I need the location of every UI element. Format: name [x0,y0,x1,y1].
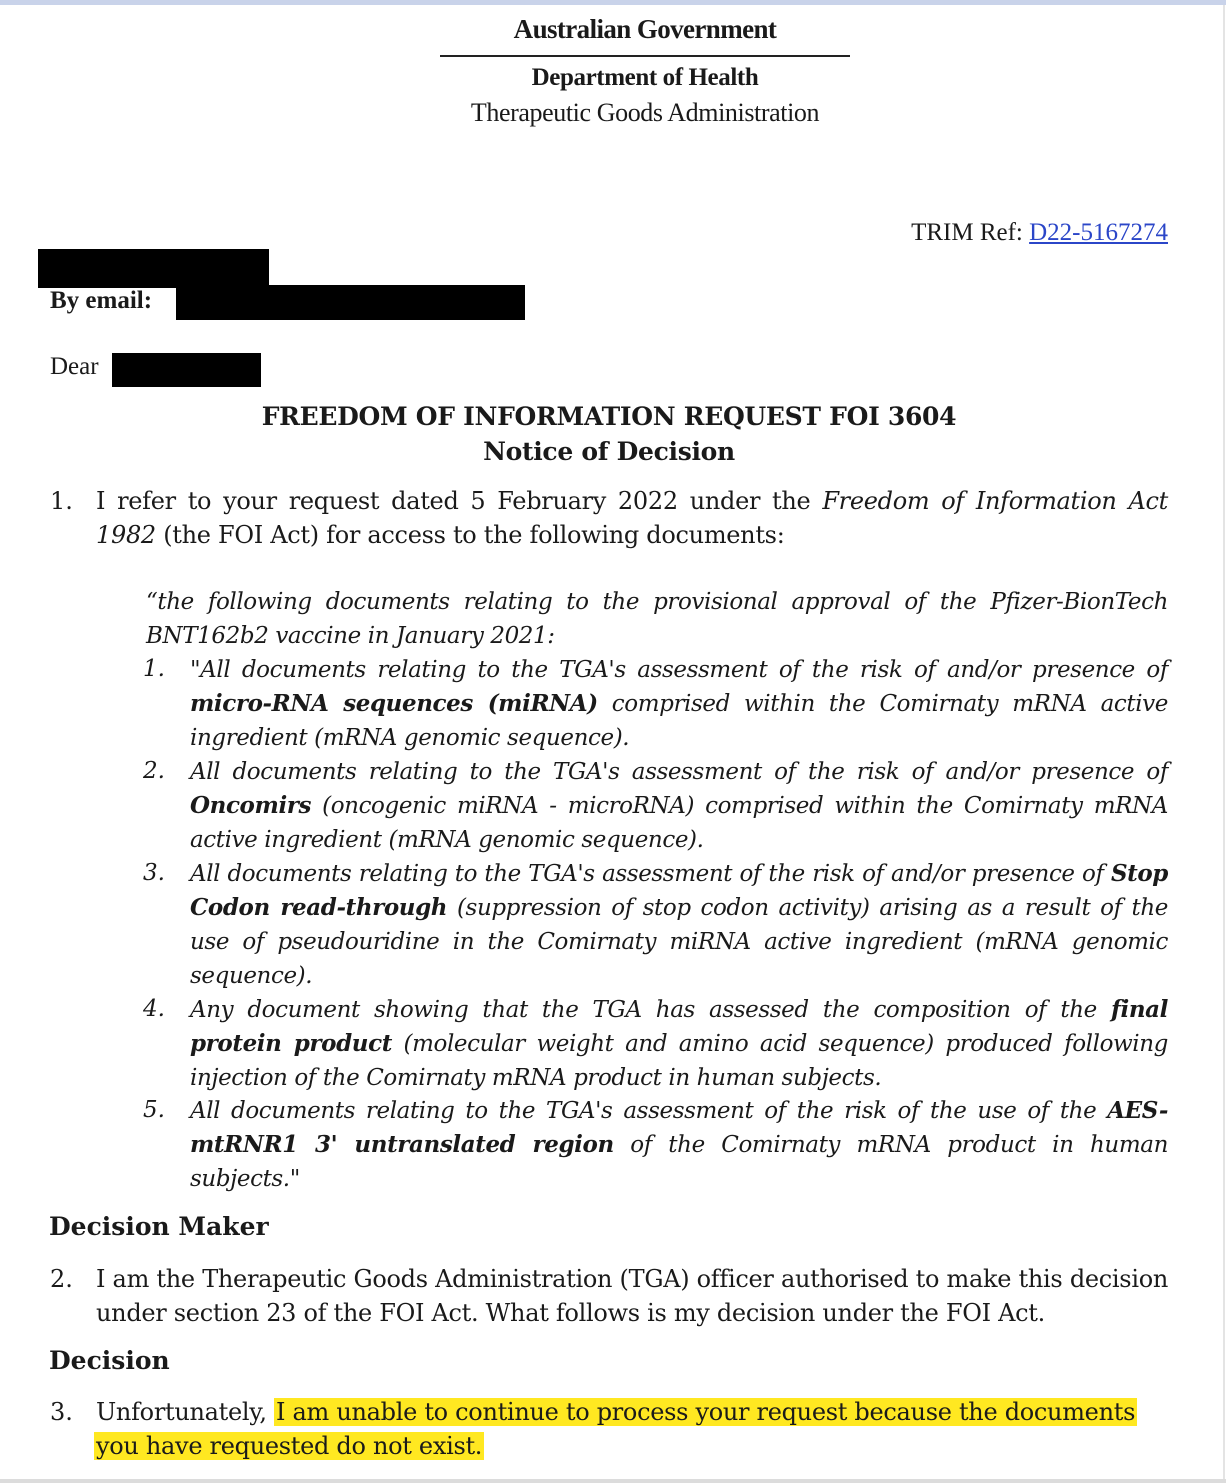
salutation: Dear [50,353,99,380]
letterhead-rule [440,55,850,57]
paragraph-text: (the FOI Act) for access to the following documents: [155,521,785,549]
paragraph-decision-maker: I am the Therapeutic Goods Administration (TGA) officer authorised to make this decision under section 23 of the FOI Act. What follows is my decision under the FOI Act. [96,1265,1168,1327]
paragraph-number: 1. [50,487,73,515]
section-heading-decision-maker: Decision Maker [49,1212,269,1241]
request-item-text: (oncogenic miRNA - microRNA) comprised within the Comirnaty mRNA active ingredient (mRNA genomic sequence). [190,793,1168,853]
request-item-number: 5. [143,1097,165,1123]
request-item [190,993,1168,1095]
request-item-emphasis: final protein product [190,996,1168,1057]
trim-reference-label: TRIM Ref: [911,219,1023,246]
request-item-text: All documents relating to the TGA's assessment of the risk of and/or presence of [190,861,1111,887]
request-item-number: 1. [143,656,165,682]
paragraph-decision-line1 [96,1395,1137,1429]
letterhead-agency: Therapeutic Goods Administration [470,98,820,127]
paragraph-decision-line2 [94,1429,484,1463]
request-item-text: comprised within the Comirnaty mRNA active ingredient (mRNA genomic sequence). [190,691,1168,751]
request-item-text: All documents relating to the TGA's assessment of the risk of the use of the [190,1098,1108,1124]
decision-highlight: I am unable to continue to process your request because the documents [276,1398,1136,1426]
request-item-emphasis: AES-mtRNR1 3' untranslated region [190,1097,1168,1158]
by-email-label: By email: [50,287,153,314]
window-bottom-strip [0,1479,1226,1483]
paragraph-request-reference [96,484,1168,552]
request-item-text: of the Comirnaty mRNA product in human subjects." [190,1132,1168,1192]
request-item-text: (suppression of stop codon activity) arising as a result of the use of pseudouridine in the Comirnaty miRNA active ingredient (mRNA genomic sequence). [190,895,1168,989]
letterhead-department: Department of Health [531,64,759,91]
redacted-email-block [176,285,525,320]
decision-lead: Unfortunately, [96,1398,267,1426]
decision-highlight: you have requested do not exist. [96,1432,483,1460]
request-item-number: 4. [143,996,165,1022]
paragraph-number: 2. [50,1265,73,1293]
paragraph-number: 3. [50,1398,73,1426]
request-intro: “the following documents relating to the provisional approval of the Pfizer-BionTech BNT162b2 vaccine in January 2021: [146,589,1168,649]
request-item [190,755,1168,857]
request-item-number: 2. [143,758,165,784]
redacted-name-block [38,249,269,288]
paragraph-text: I refer to your request dated 5 February 2022 under the [96,487,823,515]
window-top-strip [0,0,1226,5]
request-item [190,1094,1168,1196]
trim-reference-link[interactable]: D22-5167274 [1029,219,1168,246]
letterhead-government: Australian Government [513,14,777,44]
request-item-text: (molecular weight and amino acid sequence) produced following injection of the Comirnaty mRNA product in human subjects. [190,1031,1169,1091]
request-item-number: 3. [143,860,165,886]
document-subtitle: Notice of Decision [483,437,735,466]
act-name: Freedom of Information Act 1982 [96,487,1168,549]
request-item [190,857,1168,993]
request-item-emphasis: Stop Codon read-through [190,860,1168,921]
request-item-emphasis: micro-RNA sequences (miRNA) [190,690,598,717]
request-item [190,653,1168,755]
document-title: FREEDOM OF INFORMATION REQUEST FOI 3604 [261,402,957,431]
request-item-text: "All documents relating to the TGA's assessment of the risk of and/or presence of [190,657,1168,683]
section-heading-decision: Decision [49,1346,170,1375]
page-edge [1223,5,1225,1479]
request-item-text: All documents relating to the TGA's assessment of the risk of and/or presence of [190,759,1168,785]
request-item-emphasis: Oncomirs [190,792,312,819]
request-item-text: Any document showing that the TGA has assessed the composition of the [190,997,1111,1023]
redacted-salutation-name [112,353,261,387]
trim-reference [911,219,1168,247]
